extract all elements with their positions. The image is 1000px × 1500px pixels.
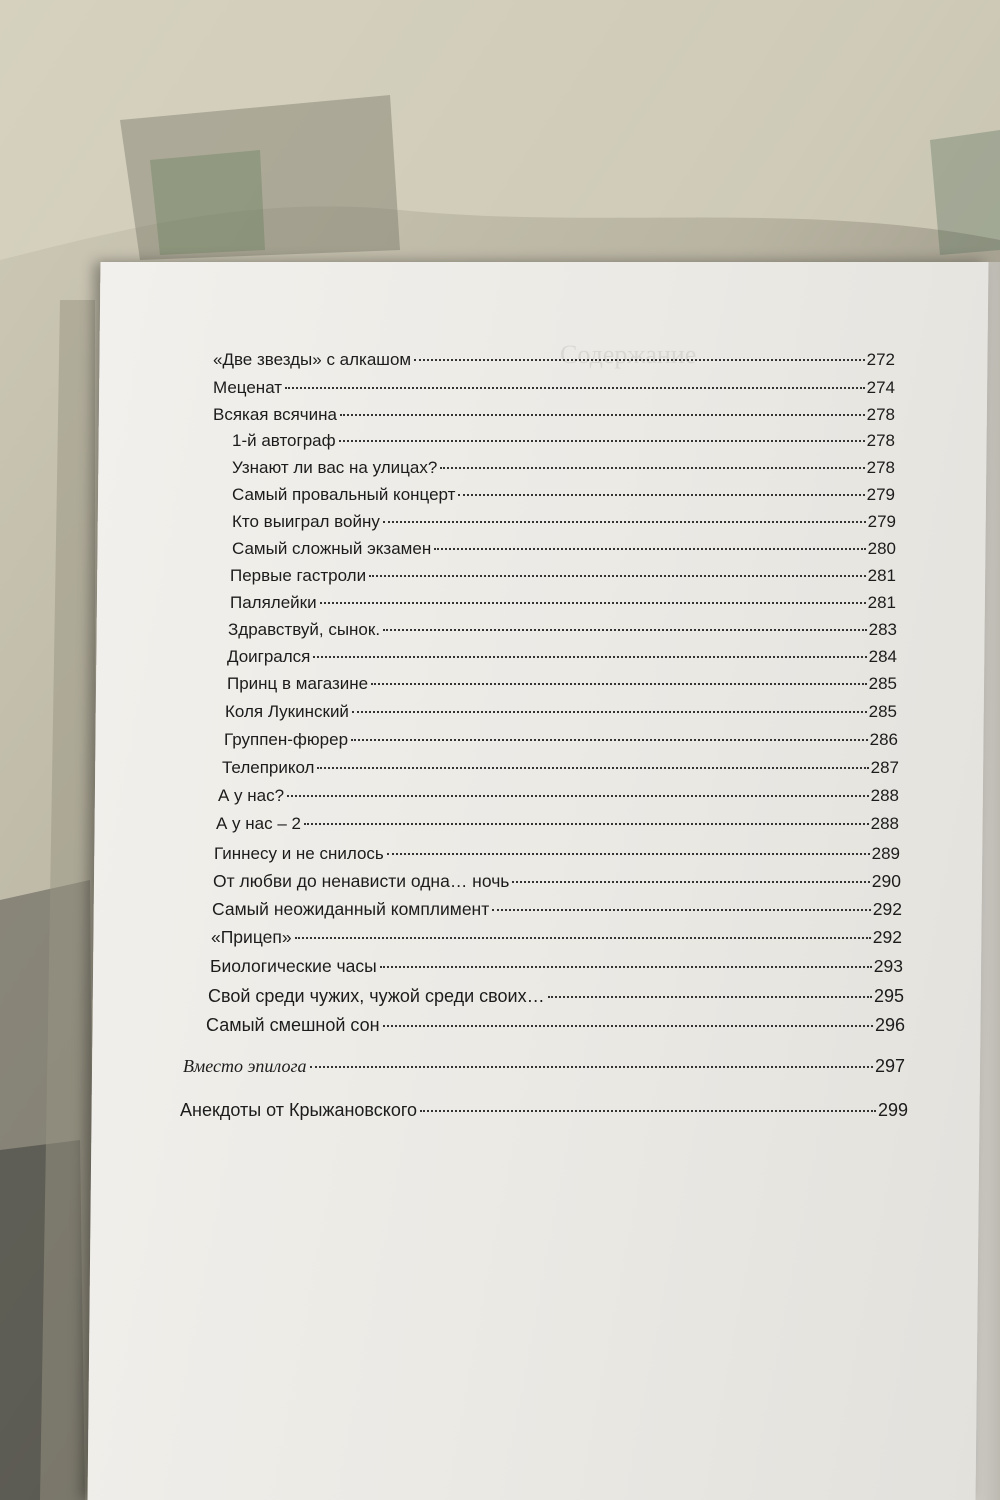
toc-entry-page-number: 283	[868, 619, 897, 639]
toc-entry	[218, 782, 899, 806]
toc-entry-page-number: 285	[868, 673, 897, 693]
dot-leader	[304, 806, 869, 825]
toc-entry	[232, 454, 895, 478]
toc-entry-title: А у нас?	[218, 785, 285, 805]
dot-leader	[317, 750, 868, 769]
toc-entry	[228, 616, 897, 640]
toc-entry	[214, 840, 900, 864]
toc-entry	[232, 535, 896, 559]
toc-entry-title: Всякая всячина	[213, 404, 337, 424]
dot-leader	[339, 423, 865, 442]
dot-leader	[320, 585, 866, 604]
dot-leader	[548, 978, 872, 998]
toc-entry-page-number: 295	[873, 985, 904, 1006]
dot-leader	[371, 666, 866, 685]
toc-entry-title: Гиннесу и не снилось	[214, 843, 384, 863]
dot-leader	[313, 639, 866, 658]
dot-leader	[414, 342, 865, 361]
toc-entry-page-number: 272	[866, 349, 895, 369]
toc-entry-title: Биологические часы	[210, 955, 377, 976]
dot-leader	[492, 891, 871, 911]
dot-leader	[383, 612, 867, 631]
show-through-text: Содержание	[560, 340, 697, 369]
toc-entry-title: Анекдоты от Крыжановского	[180, 1099, 418, 1120]
dot-leader	[310, 1048, 873, 1068]
toc-entry-page-number: 287	[870, 757, 899, 777]
toc-entry-page-number: 288	[870, 785, 899, 805]
toc-entry-title: Палялейки	[230, 592, 317, 612]
toc-entry-page-number: 278	[866, 457, 895, 477]
dot-leader	[387, 836, 870, 855]
toc-entry-page-number: 278	[866, 404, 895, 424]
toc-entry-title: Коля Лукинский	[225, 701, 349, 721]
toc-entry-page-number: 286	[869, 729, 898, 749]
toc-entry-title: Самый провальный концерт	[232, 484, 456, 504]
toc-entry	[206, 1011, 905, 1036]
toc-entry	[227, 643, 897, 667]
toc-entry-title: Узнают ли вас на улицах?	[232, 457, 438, 477]
toc-entry-title: Вместо эпилога	[183, 1055, 307, 1076]
toc-entry-title: «Две звезды» с алкашом	[213, 349, 412, 369]
toc-entry-title: Самый неожиданный комплимент	[212, 898, 490, 919]
toc-entry-page-number: 289	[871, 843, 900, 863]
toc-entry	[232, 427, 895, 451]
toc-entry	[232, 508, 896, 532]
dot-leader	[351, 722, 868, 741]
toc-entry	[180, 1096, 908, 1121]
dot-leader	[383, 1007, 873, 1027]
toc-entry	[224, 726, 898, 750]
dot-leader	[369, 558, 866, 577]
dot-leader	[295, 919, 871, 939]
dot-leader	[512, 863, 869, 883]
toc-entry	[213, 346, 895, 370]
toc-entry-title: Свой среди чужих, чужой среди своих…	[208, 985, 545, 1006]
dot-leader	[434, 531, 865, 550]
toc-entry-title: Самый сложный экзамен	[232, 538, 432, 558]
toc-entry-title: Доигрался	[227, 646, 311, 666]
toc-entry-title: Телеприкол	[222, 757, 315, 777]
toc-entry	[232, 481, 895, 505]
toc-entry-title: Меценат	[213, 377, 283, 397]
dot-leader	[352, 694, 867, 713]
dot-leader	[458, 477, 864, 496]
toc-entry-title: Здравствуй, сынок.	[228, 619, 381, 639]
toc-entry	[230, 562, 896, 586]
toc-entry-title: 1-й автограф	[232, 430, 336, 450]
dot-leader	[383, 504, 866, 523]
toc-entry-title: Принц в магазине	[227, 673, 369, 693]
toc-entry-page-number: 296	[874, 1014, 905, 1035]
toc-entry-page-number: 293	[873, 955, 903, 976]
toc-entry-title: Кто выиграл войну	[232, 511, 380, 531]
toc-entry-page-number: 280	[867, 538, 896, 558]
toc-entry	[213, 867, 901, 892]
toc-entry	[213, 374, 895, 398]
toc-entry-page-number: 281	[867, 565, 896, 585]
toc-entry-page-number: 299	[877, 1099, 908, 1120]
toc-entry-title: От любви до ненависти одна… ночь	[213, 870, 510, 891]
toc-entry-title: А у нас – 2	[216, 813, 301, 833]
toc-entry	[208, 982, 904, 1007]
toc-entry-title: Первые гастроли	[230, 565, 367, 585]
toc-entry-title: Самый смешной сон	[206, 1014, 380, 1035]
toc-entry	[230, 589, 896, 613]
toc-entry-page-number: 292	[872, 898, 902, 919]
dot-leader	[285, 370, 865, 389]
toc-entry-page-number: 281	[867, 592, 896, 612]
toc-entry-page-number: 279	[866, 484, 895, 504]
toc-entry	[216, 810, 899, 834]
toc-entry	[212, 895, 902, 920]
toc-entry	[210, 952, 903, 977]
toc-entry	[211, 923, 902, 948]
toc-entry-page-number: 292	[872, 926, 902, 947]
toc-entry-title: Группен-фюрер	[224, 729, 349, 749]
toc-entry	[222, 754, 899, 778]
toc-entry-page-number: 290	[871, 870, 901, 891]
toc-entry	[227, 670, 897, 694]
dot-leader	[340, 397, 865, 416]
toc-entry	[183, 1052, 905, 1077]
toc-entry-page-number: 285	[868, 701, 897, 721]
toc-entry-page-number: 274	[866, 377, 895, 397]
toc-entry-page-number: 297	[874, 1055, 905, 1076]
toc-entry-page-number: 279	[867, 511, 896, 531]
toc-entry-title: «Прицеп»	[211, 926, 292, 947]
toc-entry	[213, 401, 895, 425]
toc-entry	[225, 698, 897, 722]
toc-entry-page-number: 288	[870, 813, 899, 833]
dot-leader	[420, 1092, 876, 1112]
dot-leader	[440, 450, 864, 469]
dot-leader	[287, 778, 869, 797]
toc-entry-page-number: 284	[868, 646, 897, 666]
dot-leader	[380, 948, 872, 968]
toc-entry-page-number: 278	[866, 430, 895, 450]
